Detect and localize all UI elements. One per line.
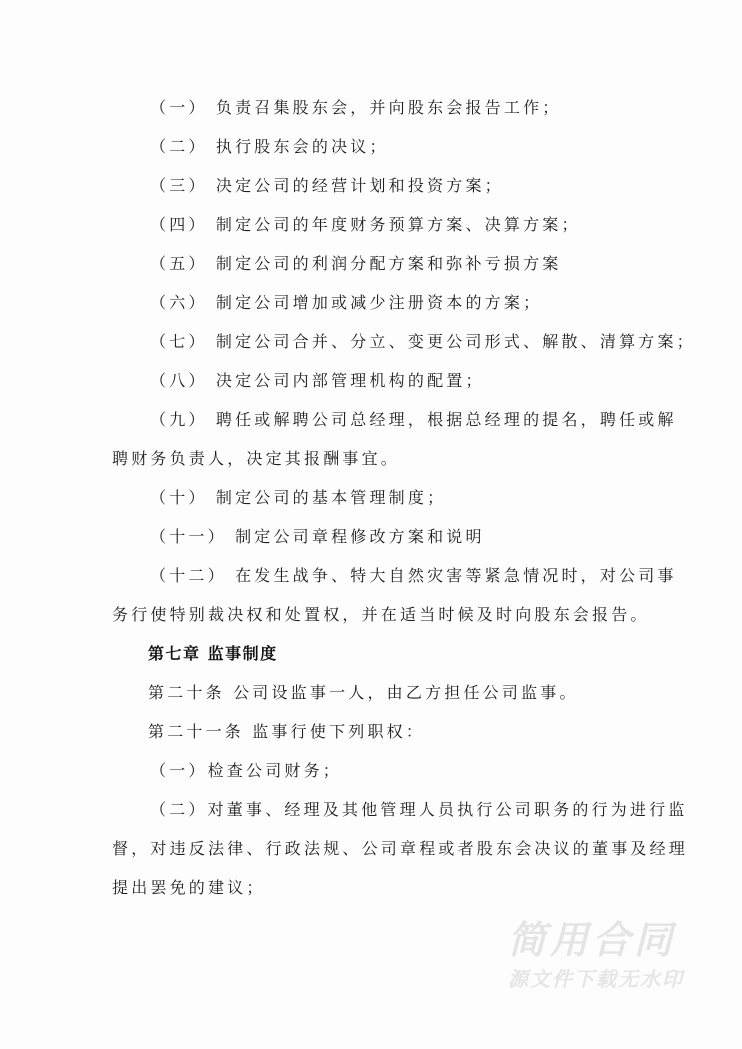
watermark-subtitle: 源文件下载无水印 (508, 967, 684, 991)
paragraph-line: （三） 决定公司的经营计划和投资方案； (150, 176, 504, 195)
article-line: 第二十条 公司设监事一人，由乙方担任公司监事。 (148, 683, 579, 702)
paragraph-line: （十二） 在发生战争、特大自然灾害等紧急情况时，对公司事 (150, 566, 677, 585)
article-line: 提出罢免的建议； (112, 878, 266, 897)
chapter-heading: 第七章 监事制度 (148, 644, 278, 663)
paragraph-line: （九） 聘任或解聘公司总经理，根据总经理的提名，聘任或解 (150, 410, 677, 429)
paragraph-line: （四） 制定公司的年度财务预算方案、决算方案； (150, 215, 581, 234)
article-line: （二）对董事、经理及其他管理人员执行公司职务的行为进行监 (150, 800, 688, 819)
paragraph-line: （十） 制定公司的基本管理制度； (150, 488, 447, 507)
paragraph-line: 务行使特别裁决权和处置权，并在适当时候及时向股东会报告。 (112, 605, 650, 624)
paragraph-line: （一） 负责召集股东会，并向股东会报告工作； (150, 98, 562, 117)
watermark (508, 918, 708, 992)
article-line: 第二十一条 监事行使下列职权： (148, 722, 426, 741)
paragraph-line: （八） 决定公司内部管理机构的配置； (150, 371, 485, 390)
article-line: （一）检查公司财务； (150, 761, 343, 780)
paragraph-line: 聘财务负责人，决定其报酬事宜。 (112, 449, 401, 468)
article-line: 督，对违反法律、行政法规、公司章程或者股东会决议的董事及经理 (112, 839, 689, 858)
paragraph-line: （六） 制定公司增加或减少注册资本的方案； (150, 293, 543, 312)
watermark-title: 简用合同 (508, 918, 677, 962)
paragraph-line: （七） 制定公司合并、分立、变更公司形式、解散、清算方案； (150, 332, 696, 351)
paragraph-line: （五） 制定公司的利润分配方案和弥补亏损方案 (150, 254, 562, 273)
paragraph-line: （二） 执行股东会的决议； (150, 137, 389, 156)
paragraph-line: （十一） 制定公司章程修改方案和说明 (150, 527, 485, 546)
